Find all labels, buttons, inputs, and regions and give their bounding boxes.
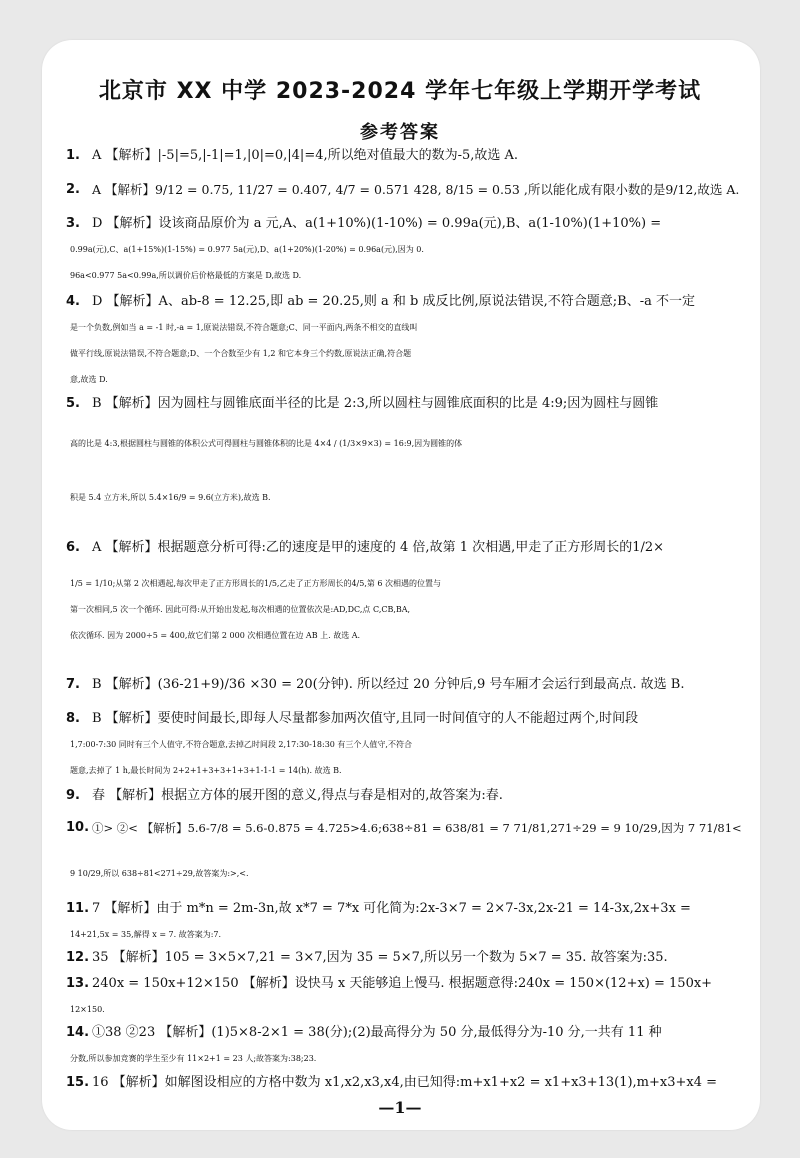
answer-number: 15.: [66, 1075, 90, 1090]
answer-number: 5.: [66, 396, 80, 411]
answer-item-4: [66, 289, 738, 393]
page-number: —1—: [378, 1098, 422, 1117]
answer-item-3: [66, 211, 738, 289]
answer-item-2: [66, 177, 740, 203]
answer-line: A 【解析】|-5|=5,|-1|=1,|0|=0,|4|=4,所以绝对值最大的数为-5,故选 A.: [92, 148, 519, 163]
answer-line: 14+21,5x = 35,解得 x = 7. 故答案为:7.: [70, 930, 222, 939]
answer-item-9: [66, 783, 738, 809]
answer-number: 11.: [66, 901, 90, 916]
answer-line: 依次循环. 因为 2000÷5 = 400,故它们第 2 000 次相遇位置在边 AB 上. 故选 A.: [70, 631, 361, 640]
answer-line: 9 10/29,所以 638÷81<271÷29,故答案为:>,<.: [70, 869, 249, 878]
answer-line: 是一个负数,例如当 a = -1 时,-a = 1,原说法错误,不符合题意;C、同一平面内,两条不相交的直线叫: [70, 323, 418, 332]
answer-line: 积是 5.4 立方米,所以 5.4×16/9 = 9.6(立方米),故选 B.: [70, 493, 271, 502]
answer-item-5: [66, 391, 738, 511]
answer-number: 13.: [66, 976, 90, 991]
answer-line: A 【解析】根据题意分析可得:乙的速度是甲的速度的 4 倍,故第 1 次相遇,甲走了正方形周长的1/2×: [92, 540, 665, 555]
answer-line: 16 【解析】如解图设相应的方格中数为 x1,x2,x3,x4,由已知得:m+x1+x2 = x1+x3+13(1),m+x3+x4 =: [92, 1075, 718, 1090]
answer-line: 高的比是 4:3,根据圆柱与圆锥的体积公式可得圆柱与圆锥体积的比是 4×4 / (1/3×9×3) = 16:9,因为圆锥的体: [70, 439, 463, 448]
answer-number: 10.: [66, 820, 90, 835]
answer-item-10: [66, 815, 742, 887]
answer-number: 8.: [66, 711, 80, 726]
answer-line: 春 【解析】根据立方体的展开图的意义,得点与春是相对的,故答案为:春.: [92, 788, 503, 803]
answer-line: 做平行线,原说法错误,不符合题意;D、一个合数至少有 1,2 和它本身三个约数,原说法正确,符合题: [70, 349, 412, 358]
answer-line: B 【解析】(36-21+9)/36 ×30 = 20(分钟). 所以经过 20 分钟后,9 号车厢才会运行到最高点. 故选 B.: [92, 677, 685, 692]
answer-line: 题意,去掉了 1 h,最长时间为 2+2+1+3+3+1+3+1-1-1 = 14(h). 故选 B.: [70, 766, 342, 775]
answer-number: 14.: [66, 1025, 90, 1040]
answer-line: 第一次相同,5 次一个循环. 因此可得:从开始出发起,每次相遇的位置依次是:AD,DC,点 C,CB,BA,: [70, 605, 411, 614]
answer-line: 0.99a(元),C、a(1+15%)(1-15%) = 0.977 5a(元),D、a(1+20%)(1-20%) = 0.96a(元),因为 0.: [70, 245, 424, 254]
answer-line: D 【解析】A、ab-8 = 12.25,即 ab = 20.25,则 a 和 b 成反比例,原说法错误,不符合题意;B、-a 不一定: [92, 294, 695, 309]
answer-line: 意,故选 D.: [70, 375, 108, 384]
answer-item-6: [66, 535, 738, 649]
answer-line: B 【解析】要使时间最长,即每人尽量都参加两次值守,且同一时间值守的人不能超过两个,时间段: [92, 711, 639, 726]
answer-line: 12×150.: [70, 1005, 105, 1014]
answer-line: 分数,所以参加竞赛的学生至少有 11×2+1 = 23 人;故答案为:38;23.: [70, 1054, 317, 1063]
answer-number: 7.: [66, 677, 80, 692]
answer-number: 1.: [66, 148, 80, 163]
answer-line: 1/5 = 1/10;从第 2 次相遇起,每次甲走了正方形周长的1/5,乙走了正方形周长的4/5,第 6 次相遇的位置与: [70, 579, 442, 588]
answer-line: 35 【解析】105 = 3×5×7,21 = 3×7,因为 35 = 5×7,所以另一个数为 5×7 = 35. 故答案为:35.: [92, 950, 668, 965]
answer-item-8: [66, 706, 738, 784]
answer-item-1: [66, 143, 738, 169]
page-subtitle: 参考答案: [360, 122, 440, 143]
answer-number: 9.: [66, 788, 80, 803]
answer-item-13: [66, 971, 738, 1023]
answer-number: 3.: [66, 216, 80, 231]
answer-line: 1,7:00-7:30 同时有三个人值守,不符合题意,去掉乙时间段 2,17:30-18:30 有三个人值守,不符合: [70, 740, 412, 749]
answer-line: 240x = 150x+12×150 【解析】设快马 x 天能够追上慢马. 根据题意得:240x = 150×(12+x) = 150x+: [92, 976, 713, 991]
answer-number: 4.: [66, 294, 80, 309]
answer-line: 7 【解析】由于 m*n = 2m-3n,故 x*7 = 7*x 可化简为:2x-3×7 = 2×7-3x,2x-21 = 14-3x,2x+3x =: [92, 901, 691, 916]
answer-item-7: [66, 672, 738, 698]
answer-line: 96a<0.977 5a<0.99a,所以调价后价格最低的方案是 D,故选 D.: [70, 271, 302, 280]
answer-number: 2.: [66, 182, 80, 197]
answer-line: D 【解析】设该商品原价为 a 元,A、a(1+10%)(1-10%) = 0.99a(元),B、a(1-10%)(1+10%) =: [92, 216, 662, 231]
answer-line: ①> ②< 【解析】5.6-7/8 = 5.6-0.875 = 4.725>4.6;638÷81 = 638/81 = 7 71/81,271÷29 = 9 10/29,因为 7 71/81<: [92, 821, 742, 835]
answer-number: 12.: [66, 950, 90, 965]
answer-line: B 【解析】因为圆柱与圆锥底面半径的比是 2:3,所以圆柱与圆锥底面积的比是 4:9;因为圆柱与圆锥: [92, 396, 659, 411]
answer-line: A 【解析】9/12 = 0.75, 11/27 = 0.407, 4/7 = 0.571 428, 8/15 = 0.53 ,所以能化成有限小数的是9/12,故选 A.: [92, 182, 740, 197]
answer-number: 6.: [66, 540, 80, 555]
answer-line: ①38 ②23 【解析】(1)5×8-2×1 = 38(分);(2)最高得分为 50 分,最低得分为-10 分,一共有 11 种: [92, 1025, 662, 1040]
answer-item-12: [66, 945, 738, 971]
answer-item-11: [66, 896, 738, 948]
answer-item-15: [66, 1070, 738, 1096]
page-title: 北京市 XX 中学 2023-2024 学年七年级上学期开学考试: [98, 79, 702, 104]
answer-item-14: [66, 1020, 738, 1072]
